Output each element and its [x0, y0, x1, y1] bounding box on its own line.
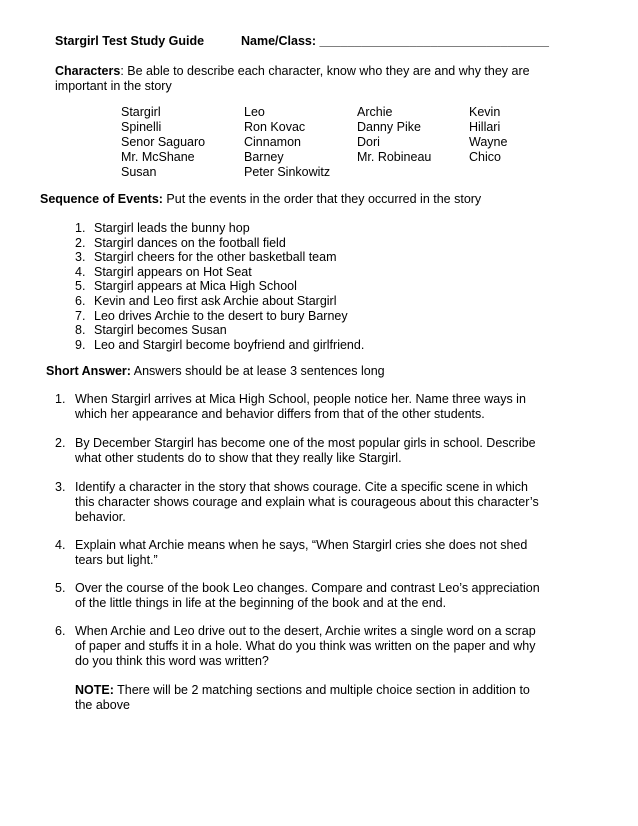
note-line1: There will be 2 matching sections and multiple choice section in addition to: [113, 683, 530, 697]
short-answer-heading: Short Answer:: [46, 364, 131, 378]
character-name: Peter Sinkowitz: [244, 165, 331, 179]
note-label: NOTE:: [75, 683, 114, 697]
characters-heading: Characters: [55, 64, 121, 78]
note-line2: the above: [75, 698, 130, 712]
character-name: Mr. McShane: [121, 150, 195, 164]
sequence-intro: [40, 192, 481, 207]
character-name: Archie: [357, 105, 393, 119]
character-column: [244, 105, 330, 180]
sequence-list: [75, 221, 364, 352]
name-class-field: [241, 34, 549, 49]
character-name: Stargirl: [121, 105, 161, 119]
sequence-heading: Sequence of Events:: [40, 192, 163, 206]
note: [75, 683, 530, 698]
short-answer-desc: Answers should be at lease 3 sentences long: [130, 364, 385, 378]
character-name: Hillari: [469, 120, 501, 134]
list-item: 4. Stargirl appears on Hot Seat: [75, 264, 252, 279]
doc-title: Stargirl Test Study Guide: [55, 34, 205, 48]
character-column: [469, 105, 507, 165]
characters-intro: [55, 64, 530, 79]
list-item: 3. Stargirl cheers for the other basketball team: [75, 250, 337, 265]
character-name: Chico: [469, 150, 501, 164]
characters-desc-line2: important in the story: [55, 79, 172, 93]
list-item: 2. Stargirl dances on the football field: [75, 235, 286, 250]
character-name: Susan: [121, 165, 157, 179]
character-name: Wayne: [469, 135, 508, 149]
header: [55, 34, 204, 49]
character-name: Spinelli: [121, 120, 162, 134]
list-item: 7. Leo drives Archie to the desert to bury Barney: [75, 308, 348, 323]
short-answer-intro: [46, 364, 385, 379]
name-class-label: Name/Class: _________________________________: [241, 34, 549, 48]
sequence-desc: Put the events in the order that they occurred in the story: [162, 192, 482, 206]
list-item: 9. Leo and Stargirl become boyfriend and girlfriend.: [75, 337, 365, 352]
list-item: 1. Stargirl leads the bunny hop: [75, 221, 250, 235]
character-name: Cinnamon: [244, 135, 301, 149]
character-column: [357, 105, 431, 165]
character-name: Ron Kovac: [244, 120, 306, 134]
character-name: Mr. Robineau: [357, 150, 432, 164]
character-name: Kevin: [469, 105, 501, 119]
character-name: Dori: [357, 135, 380, 149]
character-name: Barney: [244, 150, 284, 164]
list-item: 8. Stargirl becomes Susan: [75, 323, 227, 338]
character-name: Leo: [244, 105, 265, 119]
list-item: 5. Stargirl appears at Mica High School: [75, 279, 297, 294]
character-name: Senor Saguaro: [121, 135, 206, 149]
character-name: Danny Pike: [357, 120, 421, 134]
list-item: 6. Kevin and Leo first ask Archie about Stargirl: [75, 293, 337, 308]
characters-desc-line1: : Be able to describe each character, know who they are and why they are: [120, 64, 530, 78]
character-column: [121, 105, 205, 180]
